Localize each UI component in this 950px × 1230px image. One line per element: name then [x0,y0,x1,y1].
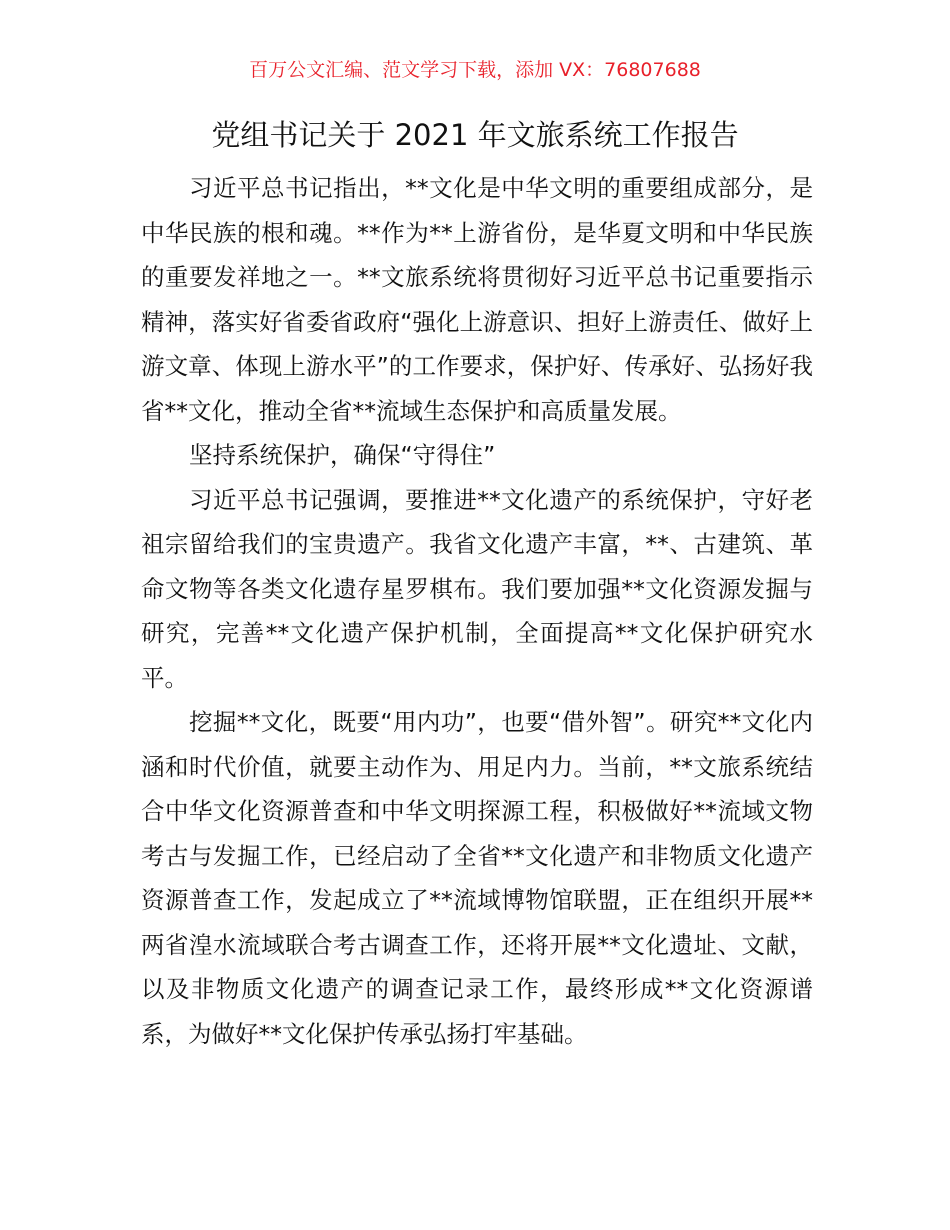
document-title: 党组书记关于 2021 年文旅系统工作报告 [211,118,739,152]
promo-banner-text: 百万公文汇编、范文学习下载，添加 VX：76807688 [249,59,701,81]
document-body [141,166,813,1056]
paragraph-protection: 习近平总书记强调，要推进**文化遗产的系统保护，守好老祖宗留给我们的宝贵遗产。我省文化遗产丰富，**、古建筑、革命文物等各类文化遗存星罗棋布。我们要加强**文化资源发掘与研究，完善**文化遗产保护机制，全面提高**文化保护研究水平。 [141,485,813,692]
section-heading: 坚持系统保护，确保“守得住” [189,441,496,469]
paragraph-research: 挖掘**文化，既要“用内功”，也要“借外智”。研究**文化内涵和时代价值，就要主动作为、用足内力。当前，**文旅系统结合中华文化资源普查和中华文明探源工程，积极做好**流域文物考古与发掘工作，已经启动了全省**文化遗产和非物质文化遗产资源普查工作，发起成立了**流域博物馆联盟，正在组织开展**两省湟水流域联合考古调查工作，还将开展**文化遗址、文献，以及非物质文化遗产的调查记录工作，最终形成**文化资源谱系，为做好**文化保护传承弘扬打牢基础。 [141,708,813,1048]
paragraph-intro: 习近平总书记指出，**文化是中华文明的重要组成部分，是中华民族的根和魂。**作为**上游省份，是华夏文明和中华民族的重要发祥地之一。**文旅系统将贯彻好习近平总书记重要指示精神，落实好省委省政府“强化上游意识、担好上游责任、做好上游文章、体现上游水平”的工作要求，保护好、传承好、弘扬好我省**文化，推动全省**流域生态保护和高质量发展。 [141,174,813,425]
